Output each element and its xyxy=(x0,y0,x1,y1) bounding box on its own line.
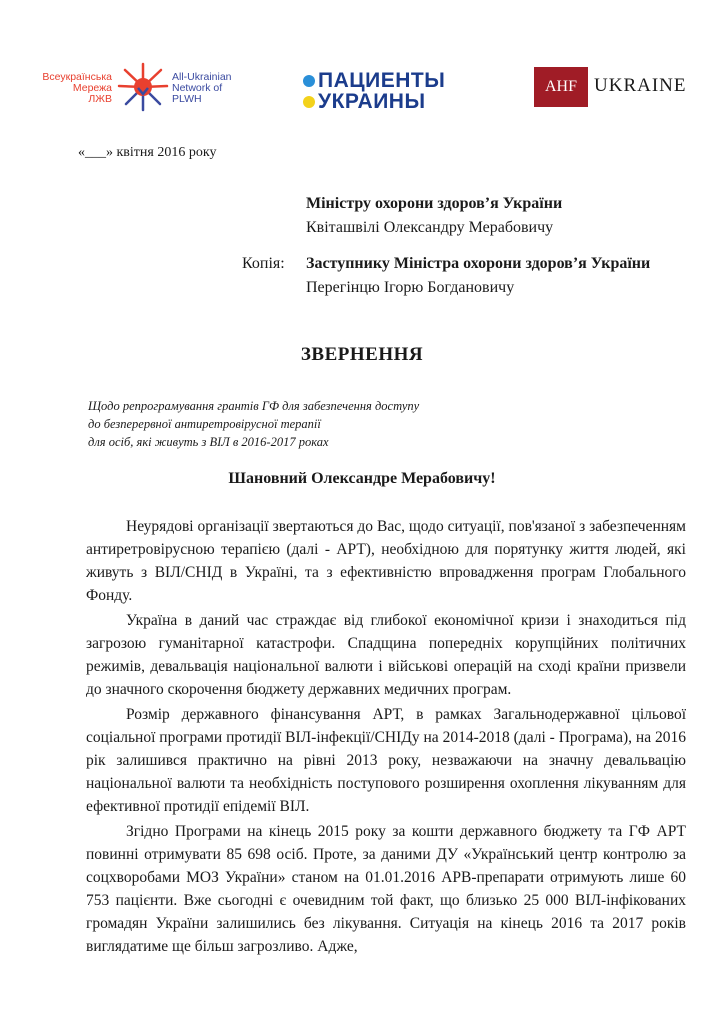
copy-label: Копія: xyxy=(242,255,285,272)
ahf-logo-box: AHF xyxy=(534,67,588,107)
patients-logo-dots-icon xyxy=(302,72,316,112)
ahf-ukraine-logo xyxy=(534,67,694,107)
body-paragraph: Україна в даний час страждає від глибокої економічної кризи і знаходиться під загрозою гуманітарної катастрофи. Спадщина попередніх корупційних політичних режимів, девальвація національної валюти і військові операцій на сході країни призвели до значного скорочення бюджету державних медичних програм. xyxy=(86,612,686,698)
copy-recipient-block xyxy=(306,252,650,300)
recipient-block xyxy=(306,192,562,240)
letter-date: «___» квітня 2016 року xyxy=(78,145,217,160)
ahf-logo-word: UKRAINE xyxy=(594,75,687,96)
recipient-title: Міністру охорони здоров’я України xyxy=(306,195,563,212)
recipient-name: Квіташвілі Олександру Мерабовичу xyxy=(306,219,554,236)
network-plwh-logo xyxy=(36,62,251,112)
network-emblem-icon xyxy=(116,62,170,112)
body-paragraph: Неурядові організації звертаються до Вас, щодо ситуації, пов'язаної з забезпеченням антиретровірусною терапією (далі - АРТ), необхідною для порятунку життя людей, які живуть з ВІЛ/СНІД в Україні, та з ефективністю впровадження програм Глобального Фонду. xyxy=(86,518,686,604)
body-paragraph: Згідно Програми на кінець 2015 року за кошти державного бюджету та ГФ АРТ повинні отримувати 85 698 осіб. Проте, за даними ДУ «Український центр контролю за соцхворобами МОЗ України» станом на 01.01.2016 АРВ-препарати отримують лише 60 753 пацієнти. Вже сьогодні є очевидним той факт, що близько 25 000 ВІЛ-інфікованих громадян України залишились без лікування. Ситуація на кінець 2016 та 2017 років виглядатиме ще більш загрозливо. Адже, xyxy=(86,823,686,955)
patients-logo-line1: ПАЦИЕНТЫ xyxy=(318,69,446,92)
network-logo-ua-text: Всеукраїнська Мережа ЛЖВ xyxy=(42,71,112,105)
letter-greeting: Шановний Олександре Мерабовичу! xyxy=(228,470,496,487)
body-paragraph: Розмір державного фінансування АРТ, в рамках Загальнодержавної цільової соціальної програми протидії ВІЛ-інфекції/СНІДу на 2014-2018 (далі - Програма), на 2016 рік залишився практично на рівні 2013 року, незважаючи на значну девальвацію національної валюти та необхідність поступового розширення охоплення лікуванням для ефективної протидії епідемії ВІЛ. xyxy=(86,706,686,815)
subject-line: Щодо репрограмування грантів ГФ для забезпечення доступу xyxy=(88,399,420,413)
letter-subject xyxy=(88,397,419,451)
patients-logo-line2: УКРАИНЫ xyxy=(318,90,426,113)
subject-line: до безперервної антиретровірусної терапії xyxy=(88,417,321,431)
copy-recipient-title: Заступнику Міністра охорони здоров’я України xyxy=(306,255,651,272)
patients-of-ukraine-logo xyxy=(302,70,462,114)
subject-line: для осіб, які живуть з ВІЛ в 2016-2017 роках xyxy=(88,435,329,449)
network-logo-en-text: All-Ukrainian Network of PLWH xyxy=(172,71,232,105)
letter-heading: ЗВЕРНЕННЯ xyxy=(300,344,424,365)
letter-body xyxy=(86,515,686,960)
copy-recipient-name: Перегінцю Ігорю Богдановичу xyxy=(306,279,515,296)
